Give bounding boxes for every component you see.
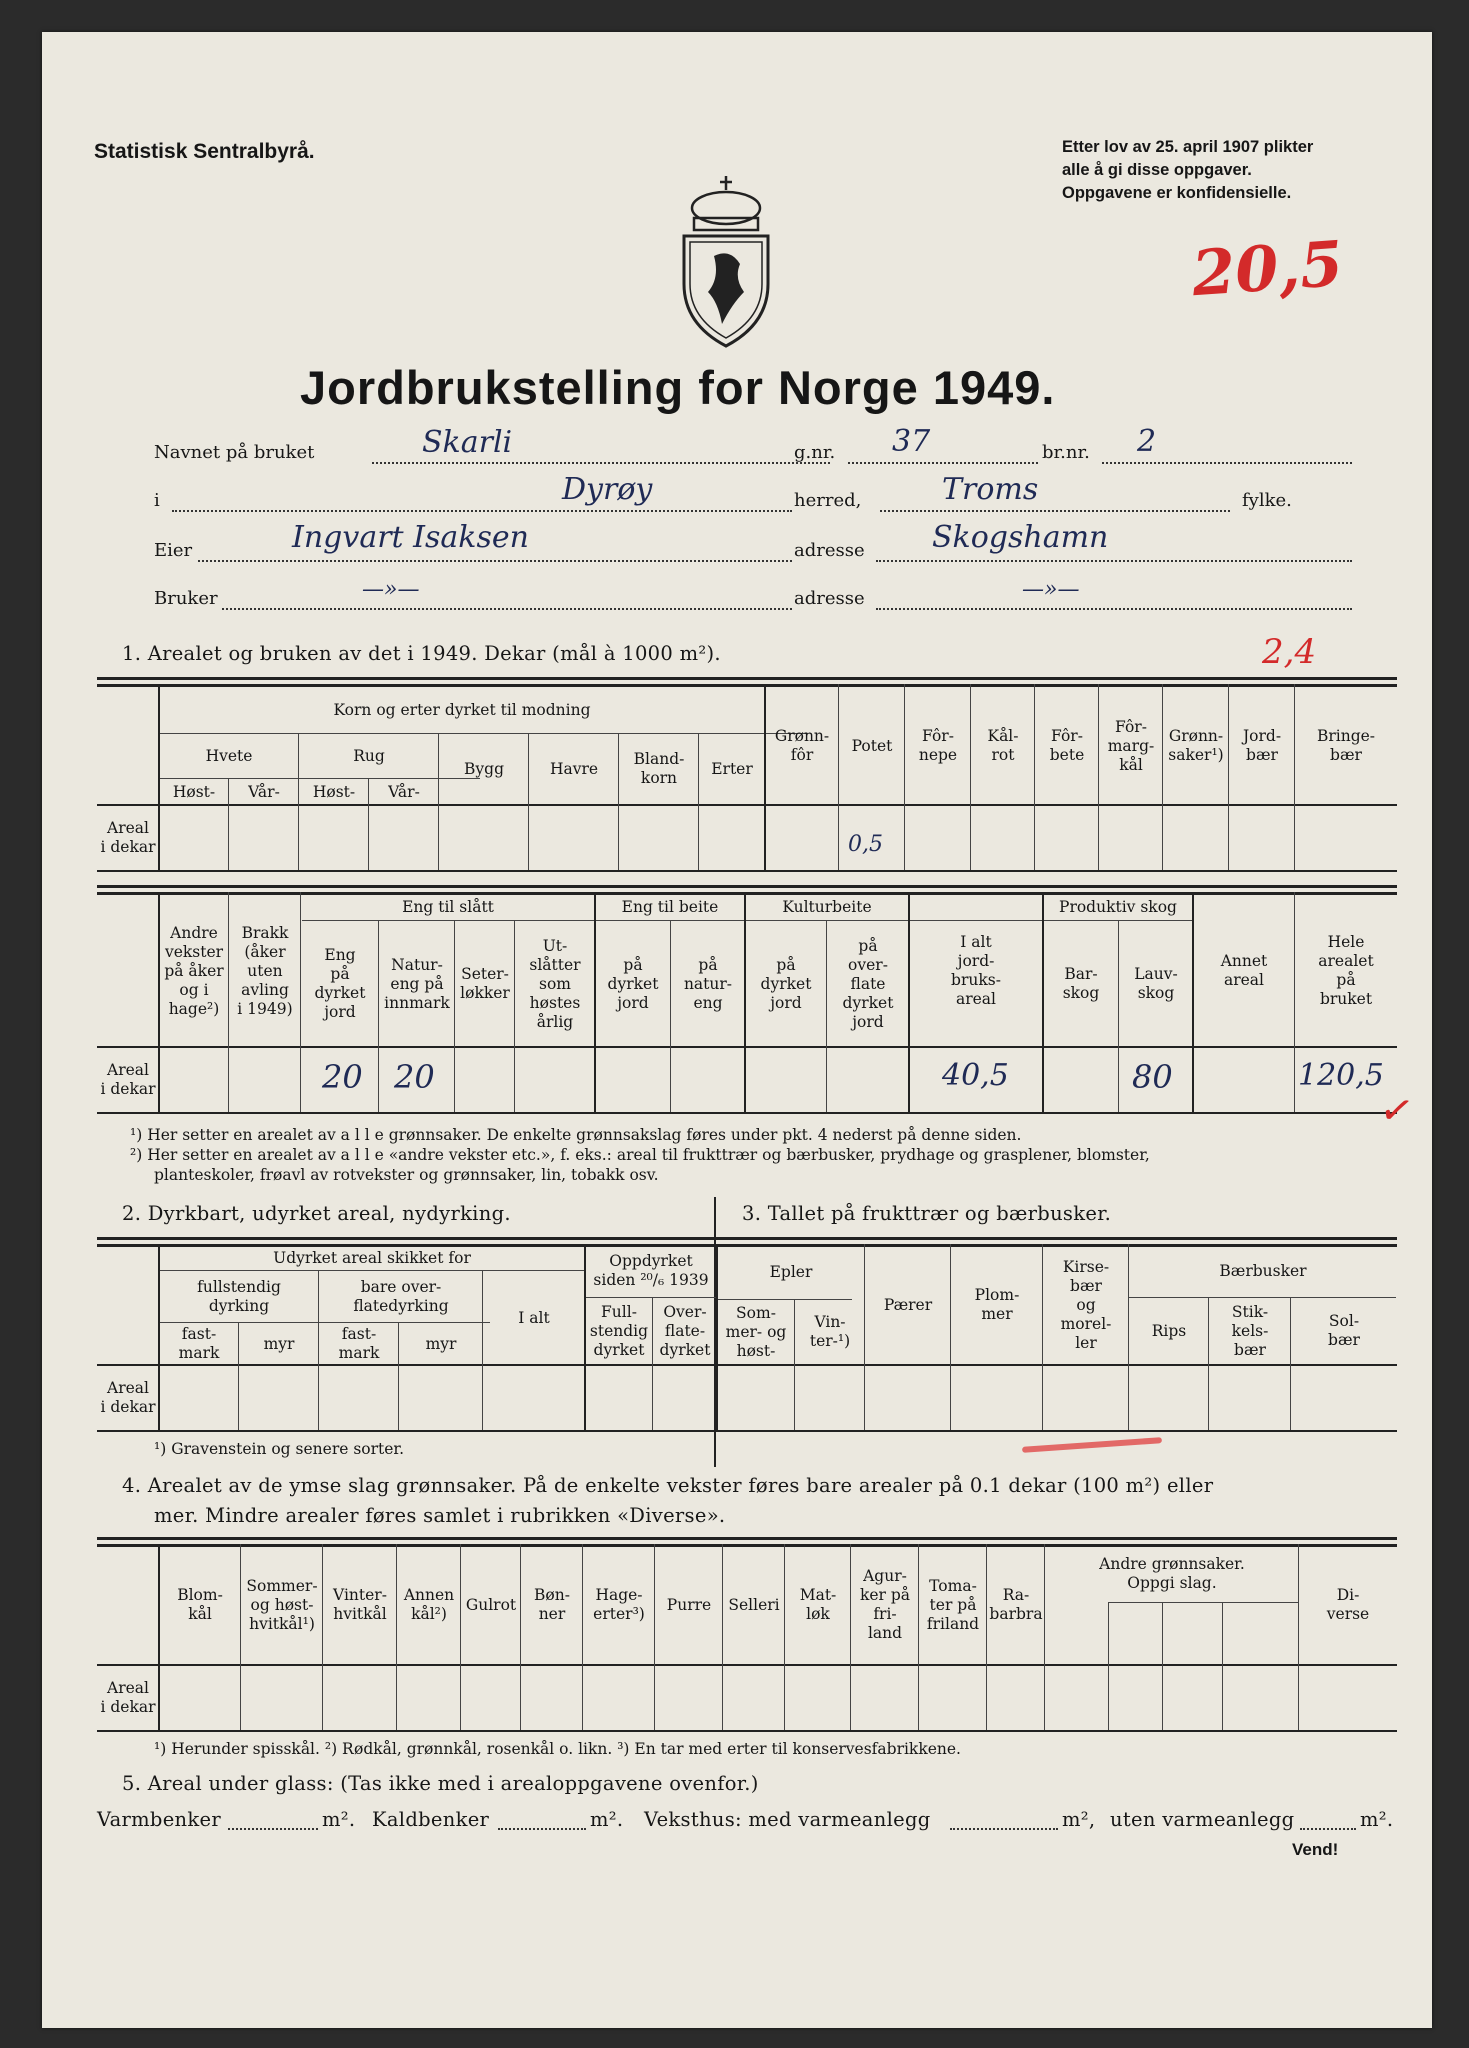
agency-name: Statistisk Sentralbyrå. xyxy=(94,140,315,163)
fylke-label: fylke. xyxy=(1242,490,1292,511)
eng-beite-header: Eng til beite xyxy=(621,897,719,916)
col-bygg: Bygg xyxy=(464,759,504,778)
col-selleri: Selleri xyxy=(728,1595,780,1614)
col-paerer: Pærer xyxy=(883,1295,933,1314)
col-blomkal: Blom- kål xyxy=(177,1586,223,1623)
rug-host: Høst- xyxy=(312,782,356,801)
col-stikkelsbaer: Stik- kels- bær xyxy=(1231,1302,1269,1359)
fylke-value: Troms xyxy=(942,472,1039,507)
note-2: ²) Her setter en arealet av a l l e «andre vekster etc.», f. eks.: areal til frukttrær og bærbusker, prydhage og grasplener, blomster, xyxy=(130,1146,1150,1164)
varmbenker-label: Varmbenker xyxy=(97,1808,221,1831)
adresse-label: adresse xyxy=(794,540,865,561)
adresse2-label: adresse xyxy=(794,588,865,609)
note-1: ¹) Her setter en arealet av a l l e grønnsaker. De enkelte grønnsakslag føres under pkt. 4 nederst på denne siden. xyxy=(130,1126,1022,1144)
col-vinter-hvitkal: Vinter- hvitkål xyxy=(333,1586,387,1623)
eier-value: Ingvart Isaksen xyxy=(292,520,529,555)
col-potet: Potet xyxy=(851,736,893,755)
eier-label: Eier xyxy=(154,540,193,561)
adresse-value: Skogshamn xyxy=(932,520,1109,555)
section4-note: ¹) Herunder spisskål. ²) Rødkål, grønnkål, rosenkål o. likn. ³) En tar med erter til konservesfabrikkene. xyxy=(154,1740,961,1758)
uten-label: uten varmeanlegg xyxy=(1110,1808,1295,1831)
col-sommer-host: Som- mer- og høst- xyxy=(725,1303,787,1360)
lauvskog-value: 80 xyxy=(1132,1058,1173,1096)
m2-2: m². xyxy=(590,1808,624,1831)
col-natureng: Natur- eng på innmark xyxy=(384,955,450,1012)
col-fastmark-1: fast- mark xyxy=(178,1325,220,1362)
section4-title-2: mer. Mindre arealer føres samlet i rubrikken «Diverse». xyxy=(154,1504,726,1527)
col-rabarbra: Ra- barbra xyxy=(989,1586,1043,1623)
col-purre: Purre xyxy=(666,1595,712,1614)
udyrket-header: Udyrket areal skikket for xyxy=(273,1248,471,1267)
col-myr-1: myr xyxy=(263,1334,295,1353)
col-tomater: Toma- ter på friland xyxy=(926,1576,980,1633)
col-kultur-dyrket: på dyrket jord xyxy=(760,955,812,1012)
bruker-value: —»— xyxy=(362,577,420,602)
hele-value: 120,5 xyxy=(1298,1058,1384,1093)
m2-4: m². xyxy=(1360,1808,1394,1831)
m2-1: m². xyxy=(322,1808,356,1831)
col-plommer: Plom- mer xyxy=(974,1286,1020,1323)
col-bringebaer: Bringe- bær xyxy=(1316,727,1376,764)
col-formargkal: Fôr- marg- kål xyxy=(1107,717,1155,774)
rug-var: Vår- xyxy=(388,782,420,801)
herred-label: herred, xyxy=(794,490,862,511)
gnr-label: g.nr. xyxy=(794,442,836,463)
stamp-number: 20,5 xyxy=(1189,226,1346,311)
epler-header: Epler xyxy=(769,1262,813,1281)
kaldbenker-label: Kaldbenker xyxy=(372,1808,490,1831)
row-label: Areal i dekar xyxy=(100,1379,156,1416)
col-matlok: Mat- løk xyxy=(799,1586,837,1623)
oppdyrket-header: Oppdyrket siden ²⁰/₆ 1939 xyxy=(593,1252,709,1289)
col-i-alt-jordbruk: I alt jord- bruks- areal xyxy=(951,933,1001,1008)
col-myr-2: myr xyxy=(425,1334,457,1353)
col-jordbaer: Jord- bær xyxy=(1242,727,1282,764)
skog-header: Produktiv skog xyxy=(1059,897,1177,916)
adresse2-value: —»— xyxy=(1022,577,1080,602)
legal-notice xyxy=(1062,136,1313,205)
section2-title: 2. Dyrkbart, udyrket areal, nydyrking. xyxy=(122,1202,511,1225)
hvete-var: Vår- xyxy=(248,782,280,801)
row-label: Areal i dekar xyxy=(100,1061,156,1098)
col-lauvskog: Lauv- skog xyxy=(1134,965,1178,1002)
col-fastmark-2: fast- mark xyxy=(338,1325,380,1362)
baerbusker-header: Bærbusker xyxy=(1219,1261,1307,1280)
fullstendig-header: fullstendig dyrking xyxy=(197,1278,281,1315)
row-label: Areal i dekar xyxy=(100,1679,156,1716)
col-annet-areal: Annet areal xyxy=(1220,952,1268,989)
i-label: i xyxy=(154,490,160,511)
col-andre-vekster: Andre vekster på åker og i hage²) xyxy=(164,923,224,1018)
col-kirsebaer: Kirse- bær og morel- ler xyxy=(1060,1257,1112,1352)
col-diverse: Di- verse xyxy=(1326,1586,1370,1623)
col-kultur-overflate: på over- flate dyrket jord xyxy=(842,936,894,1031)
vend-label: Vend! xyxy=(1292,1840,1339,1859)
veksthus-label: Veksthus: med varmeanlegg xyxy=(644,1808,931,1831)
col-fornepe: Fôr- nepe xyxy=(918,727,958,764)
m2-3: m², xyxy=(1062,1808,1096,1831)
hvete-header: Hvete xyxy=(205,746,253,765)
brnr-value: 2 xyxy=(1137,424,1157,459)
red-pencil-stroke xyxy=(1022,1437,1162,1453)
check-mark-icon: ✓ xyxy=(1376,1085,1418,1137)
col-i-alt: I alt xyxy=(518,1308,550,1327)
col-eng-dyrket: Eng på dyrket jord xyxy=(314,946,366,1021)
section3-note: ¹) Gravenstein og senere sorter. xyxy=(154,1440,405,1458)
eng-slatt-header: Eng til slått xyxy=(402,897,494,916)
natureng-value: 20 xyxy=(394,1058,435,1096)
section5-title: 5. Areal under glass: (Tas ikke med i arealoppgavene ovenfor.) xyxy=(122,1772,759,1795)
col-brakk: Brakk (åker uten avling i 1949) xyxy=(237,923,293,1018)
andre-gronnsaker-header: Andre grønnsaker. Oppgi slag. xyxy=(1099,1555,1245,1592)
col-beite-natureng: på natur- eng xyxy=(683,955,733,1012)
col-gronnsaker: Grønn- saker¹) xyxy=(1168,727,1224,764)
col-vinter: Vin- ter-¹) xyxy=(809,1313,851,1350)
col-bonner: Bøn- ner xyxy=(534,1586,570,1623)
col-gulrot: Gulrot xyxy=(465,1595,517,1614)
col-beite-dyrket: på dyrket jord xyxy=(607,955,659,1012)
col-solbaer: Sol- bær xyxy=(1328,1312,1360,1349)
col-gronnfor: Grønn- fôr xyxy=(774,727,830,764)
rug-header: Rug xyxy=(353,746,385,765)
col-hageerter: Hage- erter³) xyxy=(593,1586,645,1623)
herred-value: Dyrøy xyxy=(562,472,653,507)
page-title: Jordbrukstelling for Norge 1949. xyxy=(300,361,1056,414)
section3-title: 3. Tallet på frukttrær og bærbusker. xyxy=(742,1202,1112,1225)
col-sommer-hvitkal: Sommer- og høst- hvitkål¹) xyxy=(246,1576,318,1633)
brnr-label: br.nr. xyxy=(1042,442,1090,463)
legal-line: Etter lov av 25. april 1907 plikter xyxy=(1062,138,1314,156)
legal-line: Oppgavene er konfidensielle. xyxy=(1062,184,1292,202)
col-barskog: Bar- skog xyxy=(1062,965,1100,1002)
note-2-cont: planteskoler, frøavl av rotvekster og grønnsaker, lin, tobakk osv. xyxy=(154,1166,659,1184)
col-fullstendig-dyrket: Full- stendig dyrket xyxy=(589,1302,649,1359)
form-sheet xyxy=(42,32,1432,2028)
col-forbete: Fôr- bete xyxy=(1049,727,1085,764)
col-erter: Erter xyxy=(711,759,753,778)
col-blandkorn: Bland- korn xyxy=(633,750,685,787)
col-kalrot: Kål- rot xyxy=(987,727,1019,764)
row-label: Areal i dekar xyxy=(100,819,156,856)
bruker-label: Bruker xyxy=(154,588,218,609)
gnr-value: 37 xyxy=(892,424,931,459)
farm-value: Skarli xyxy=(422,425,513,460)
bare-overflate-header: bare over- flatedyrking xyxy=(353,1278,449,1315)
hvete-host: Høst- xyxy=(172,782,216,801)
col-seterlokker: Seter- løkker xyxy=(460,965,510,1002)
legal-line: alle å gi disse oppgaver. xyxy=(1062,161,1252,179)
section4-title-1: 4. Arealet av de ymse slag grønnsaker. På de enkelte vekster føres bare arealer på 0.1 dekar (100 m²) eller xyxy=(122,1474,1214,1497)
col-utslatter: Ut- slåtter som høstes årlig xyxy=(529,936,581,1031)
col-hele-arealet: Hele arealet på bruket xyxy=(1318,933,1374,1008)
coat-of-arms-icon xyxy=(674,174,778,350)
eng-dyrket-value: 20 xyxy=(322,1058,363,1096)
farm-label: Navnet på bruket xyxy=(154,442,315,463)
section1-title: 1. Arealet og bruken av det i 1949. Dekar (mål à 1000 m²). xyxy=(122,642,721,665)
col-agurker: Agur- ker på fri- land xyxy=(859,1567,911,1642)
col-havre: Havre xyxy=(549,759,599,778)
potet-value: 0,5 xyxy=(848,832,883,857)
kulturbeite-header: Kulturbeite xyxy=(782,897,872,916)
grain-group-header: Korn og erter dyrket til modning xyxy=(333,700,591,719)
col-overflate-dyrket: Over- flate- dyrket xyxy=(659,1302,711,1359)
col-rips: Rips xyxy=(1151,1321,1187,1340)
i-alt-value: 40,5 xyxy=(942,1058,1009,1093)
col-annen-kal: Annen kål²) xyxy=(403,1586,455,1623)
side-number: 2,4 xyxy=(1262,632,1317,672)
